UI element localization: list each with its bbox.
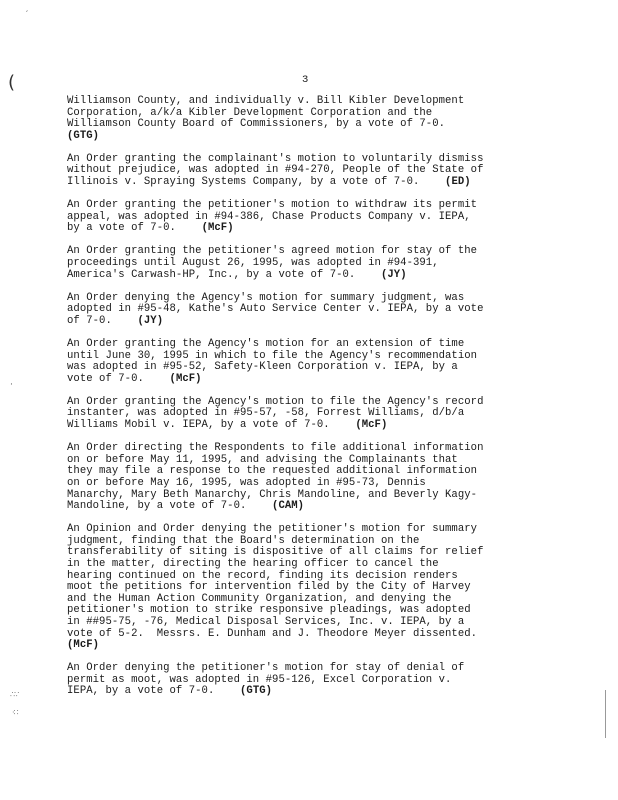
line-text: An Order denying the Agency's motion for summary judgment, was xyxy=(67,291,465,304)
scan-dot-mark: · xyxy=(10,380,13,390)
scan-edge-line xyxy=(605,690,606,738)
line-text: An Opinion and Order denying the petitioner's motion for summary xyxy=(67,523,478,536)
order-paragraph xyxy=(67,154,557,189)
paragraph-line xyxy=(67,270,557,282)
author-initials: (GTG) xyxy=(67,129,100,142)
author-initials: (CAM) xyxy=(272,500,305,513)
line-text: An Order directing the Respondents to file additional information xyxy=(67,442,484,455)
order-paragraph xyxy=(67,397,557,432)
line-text: An Order granting the petitioner's motion to withdraw its permit xyxy=(67,199,478,212)
author-initials: (McF) xyxy=(201,222,234,235)
paragraph-line xyxy=(67,316,557,328)
line-text: in ##95-75, -76, Medical Disposal Services, Inc. v. IEPA, by a xyxy=(67,615,465,628)
line-text: and the Human Action Community Organization, and denying the xyxy=(67,592,452,605)
line-text: by a vote of 7-0. xyxy=(67,222,202,235)
line-text: Manarchy, Mary Beth Manarchy, Chris Mandoline, and Beverly Kagy- xyxy=(67,488,478,501)
line-text: An Order granting the complainant's motion to voluntarily dismiss xyxy=(67,152,484,165)
line-text: IEPA, by a vote of 7-0. xyxy=(67,685,240,698)
line-text: An Order granting the Agency's motion to file the Agency's record xyxy=(67,395,484,408)
line-text: proceedings until August 26, 1995, was adopted in #94-391, xyxy=(67,257,439,270)
line-text: moot the petitions for intervention filed by the City of Harvey xyxy=(67,581,471,594)
margin-scribble-mark: ∴∵ xyxy=(10,690,19,699)
author-initials: (JY) xyxy=(137,314,164,327)
author-initials: (JY) xyxy=(380,268,407,281)
paragraph-line xyxy=(67,131,557,143)
line-text: An Order granting the Agency's motion for an extension of time xyxy=(67,338,465,350)
line-text: they may file a response to the requested additional information xyxy=(67,465,478,478)
scan-speck-mark: ′ xyxy=(26,10,29,20)
line-text: An Order granting the petitioner's agreed motion for stay of the xyxy=(67,245,478,258)
author-initials: (McF) xyxy=(355,419,388,432)
line-text: on or before May 11, 1995, and advising the Complainants that xyxy=(67,453,458,466)
paragraph-line xyxy=(67,420,557,432)
line-text: in the matter, directing the hearing officer to cancel the xyxy=(67,558,439,570)
line-text: transferability of siting is dispositive of all claims for relief xyxy=(67,546,484,559)
line-text: without prejudice, was adopted in #94-270, People of the State of xyxy=(67,164,484,177)
paragraph-line xyxy=(67,686,557,698)
order-paragraph xyxy=(67,96,557,142)
line-text: permit as moot, was adopted in #95-126, Excel Corporation v. xyxy=(67,673,452,686)
paragraph-line xyxy=(67,640,557,652)
order-paragraph xyxy=(67,200,557,235)
paragraph-line xyxy=(67,119,557,131)
author-initials: (McF) xyxy=(169,372,202,385)
line-text: Illinois v. Spraying Systems Company, by a vote of 7-0. xyxy=(67,176,446,189)
margin-bracket-mark: ( xyxy=(8,72,16,93)
order-paragraph xyxy=(67,246,557,281)
document-body xyxy=(67,96,557,710)
author-initials: (McF) xyxy=(67,639,100,652)
order-paragraph xyxy=(67,339,557,385)
line-text: An Order denying the petitioner's motion for stay of denial of xyxy=(67,662,465,675)
line-text: Williams Mobil v. IEPA, by a vote of 7-0. xyxy=(67,419,356,432)
line-text: petitioner's motion to strike responsive pleadings, was adopted xyxy=(67,604,471,617)
line-text: hearing continued on the record, finding its decision renders xyxy=(67,569,458,582)
margin-scribble-mark: ·∷ xyxy=(12,708,18,717)
line-text: adopted in #95-48, Kathe's Auto Service Center v. IEPA, by a vote xyxy=(67,303,484,316)
order-paragraph xyxy=(67,443,557,513)
line-text: America's Carwash-HP, Inc., by a vote of 7-0. xyxy=(67,268,381,281)
paragraph-line xyxy=(67,629,557,641)
line-text: vote of 7-0. xyxy=(67,372,170,385)
line-text: until June 30, 1995 in which to file the Agency's recommendation xyxy=(67,349,478,362)
order-paragraph xyxy=(67,293,557,328)
line-text: of 7-0. xyxy=(67,314,138,327)
line-text: Williamson County Board of Commissioners, by a vote of 7-0. xyxy=(67,118,446,131)
line-text: appeal, was adopted in #94-386, Chase Products Company v. IEPA, xyxy=(67,210,471,223)
line-text: Corporation, a/k/a Kibler Development Corporation and the xyxy=(67,106,433,119)
page-number: 3 xyxy=(302,74,309,86)
paragraph-line xyxy=(67,501,557,513)
line-text: was adopted in #95-52, Safety-Kleen Corporation v. IEPA, by a xyxy=(67,361,458,374)
author-initials: (ED) xyxy=(445,176,471,189)
paragraph-line xyxy=(67,223,557,235)
order-paragraph xyxy=(67,524,557,652)
line-text: Mandoline, by a vote of 7-0. xyxy=(67,500,273,513)
author-initials: (GTG) xyxy=(240,685,273,698)
paragraph-line xyxy=(67,374,557,386)
order-paragraph xyxy=(67,663,557,698)
paragraph-line xyxy=(67,177,557,189)
line-text: vote of 5-2. Messrs. E. Dunham and J. Theodore Meyer dissented. xyxy=(67,627,478,640)
line-text: judgment, finding that the Board's determination on the xyxy=(67,534,420,547)
line-text: Williamson County, and individually v. Bill Kibler Development xyxy=(67,95,465,107)
line-text: instanter, was adopted in #95-57, -58, Forrest Williams, d/b/a xyxy=(67,407,465,420)
line-text: on or before May 16, 1995, was adopted in #95-73, Dennis xyxy=(67,476,426,489)
